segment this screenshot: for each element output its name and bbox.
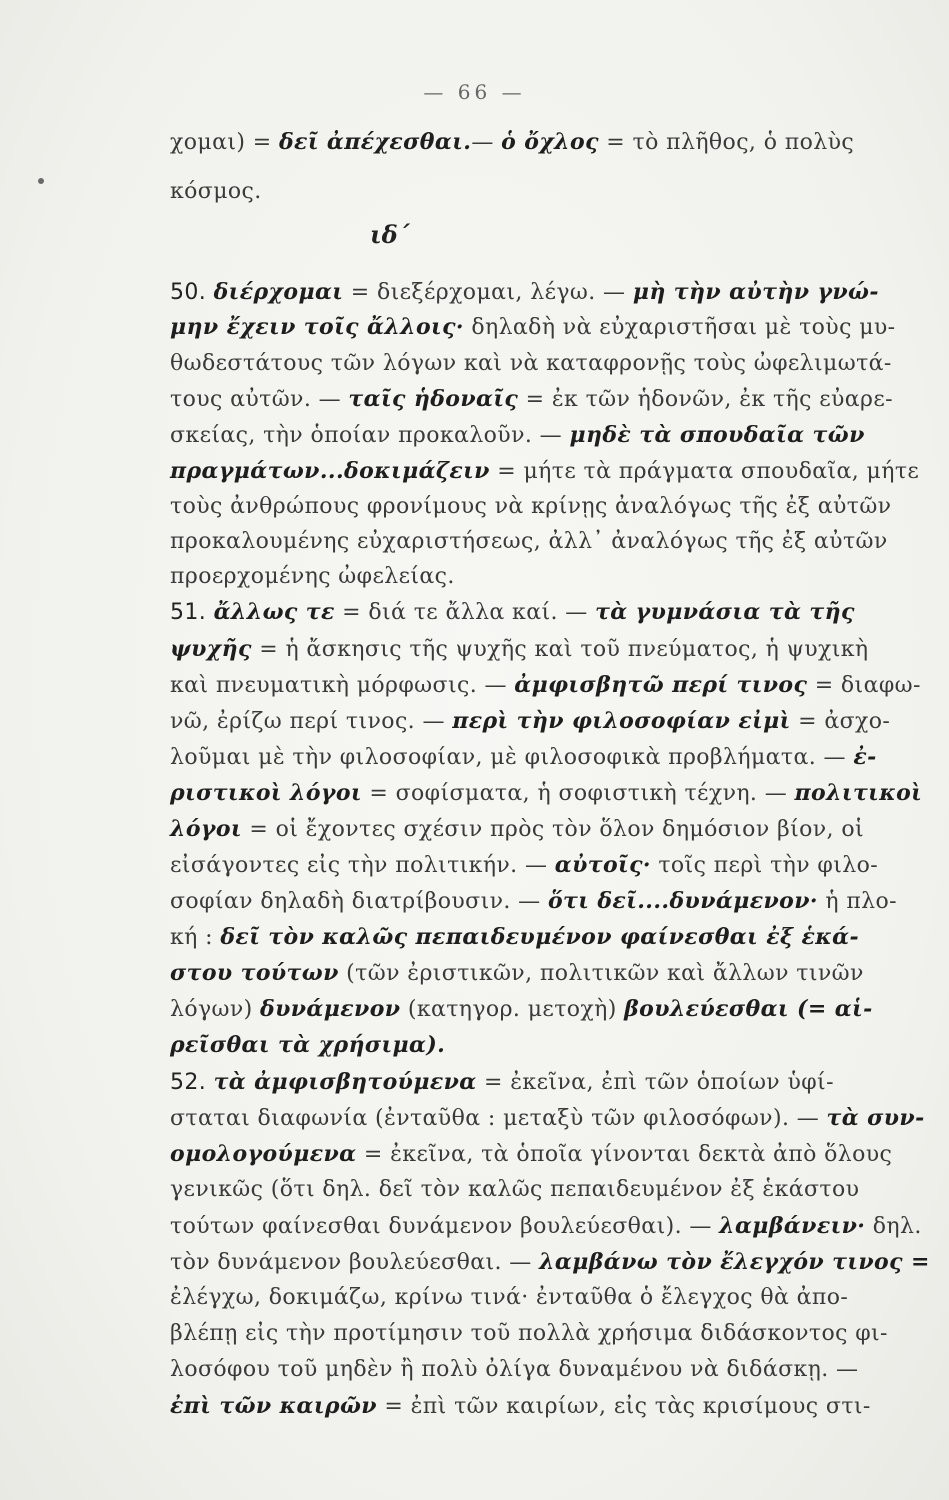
text-line: πραγμάτων...δοκιμάζειν = μήτε τὰ πράγματα σπουδαῖα, μήτε — [170, 458, 920, 484]
text-line: γενικῶς (ὅτι δηλ. δεῖ τὸν καλῶς πεπαιδευμένον ἐξ ἑκάστου — [170, 1177, 860, 1202]
text-line: τούτων φαίνεσθαι δυνάμενον βουλεύεσθαι). — λαμβάνειν· δηλ. — [170, 1213, 922, 1239]
text-line: σταται διαφωνία (ἐνταῦθα : μεταξὺ τῶν φιλοσόφων). — τὰ συν- — [170, 1105, 925, 1131]
text-line: 51. ἄλλως τε = διά τε ἄλλα καί. — τὰ γυμνάσια τὰ τῆς — [170, 599, 855, 625]
text-line: ομολογούμενα = ἐκεῖνα, τὰ ὁποῖα γίνονται δεκτὰ ἀπὸ ὅλους — [170, 1141, 893, 1167]
page-number: — 66 — — [423, 80, 526, 104]
text-line: χομαι) = δεῖ ἀπέχεσθαι.— ὁ ὄχλος = τὸ πλῆθος, ὁ πολὺς — [170, 129, 855, 155]
text-line: στου τούτων (τῶν ἐριστικῶν, πολιτικῶν καὶ ἄλλων τινῶν — [170, 960, 864, 986]
text-line: εἰσάγοντες εἰς τὴν πολιτικήν. — αὐτοῖς· τοῖς περὶ τὴν φιλο- — [170, 852, 879, 878]
text-line: βλέπῃ εἰς τὴν προτίμησιν τοῦ πολλὰ χρήσιμα διδάσκοντος φι- — [170, 1321, 888, 1346]
text-line: ἐλέγχω, δοκιμάζω, κρίνω τινά· ἐνταῦθα ὁ ἔλεγχος θὰ ἀπο- — [170, 1285, 849, 1310]
text-line: λοῦμαι μὲ τὴν φιλοσοφίαν, μὲ φιλοσοφικὰ προβλήματα. — ἐ- — [170, 744, 877, 770]
text-line: καὶ πνευματικὴ μόρφωσις. — ἀμφισβητῶ περί τινος = διαφω- — [170, 672, 921, 698]
text-line: λόγων) δυνάμενον (κατηγορ. μετοχὴ) βουλεύεσθαι (= αἱ- — [170, 996, 873, 1022]
text-line: ρεῖσθαι τὰ χρήσιμα). — [170, 1032, 446, 1058]
bullet-dot — [38, 178, 44, 184]
section-heading: ιδ΄ — [370, 220, 410, 249]
text-line: ἐπὶ τῶν καιρῶν = ἐπὶ τῶν καιρίων, εἰς τὰς κρισίμους στι- — [170, 1393, 871, 1419]
text-line: προερχομένης ὠφελείας. — [170, 564, 455, 589]
text-line: λοσόφου τοῦ μηδὲν ἢ πολὺ ὀλίγα δυναμένου νὰ διδάσκῃ. — — [170, 1357, 859, 1382]
text-line: τοὺς ἀνθρώπους φρονίμους νὰ κρίνῃς ἀναλόγως τῆς ἐξ αὐτῶν — [170, 494, 892, 519]
text-line: τὸν δυνάμενον βουλεύεσθαι. — λαμβάνω τὸν ἔλεγχόν τινος = — [170, 1249, 930, 1275]
text-line: 52. τὰ ἀμφισβητούμενα = ἐκεῖνα, ἐπὶ τῶν ὁποίων ὑφί- — [170, 1069, 834, 1095]
text-line: μην ἔχειν τοῖς ἄλλοις· δηλαδὴ νὰ εὐχαριστῆσαι μὲ τοὺς μυ- — [170, 314, 896, 340]
text-line: ψυχῆς = ἡ ἄσκησις τῆς ψυχῆς καὶ τοῦ πνεύματος, ἡ ψυχικὴ — [170, 636, 869, 662]
text-line: σοφίαν δηλαδὴ διατρίβουσιν. — ὅτι δεῖ....δυνάμενον· ἡ πλο- — [170, 888, 898, 914]
text-line: νῶ, ἐρίζω περί τινος. — περὶ τὴν φιλοσοφίαν εἰμὶ = ἀσχο- — [170, 708, 891, 734]
text-line: κόσμος. — [170, 179, 262, 204]
text-line: λόγοι = οἱ ἔχοντες σχέσιν πρὸς τὸν ὅλον δημόσιον βίον, οἱ — [170, 816, 865, 842]
text-line: τους αὐτῶν. — ταῖς ἡδοναῖς = ἐκ τῶν ἡδονῶν, ἐκ τῆς εὐαρε- — [170, 386, 894, 412]
text-line: θωδεστάτους τῶν λόγων καὶ νὰ καταφρονῇς τοὺς ὠφελιμωτά- — [170, 351, 892, 376]
text-line: ριστικοὶ λόγοι = σοφίσματα, ἡ σοφιστικὴ τέχνη. — πολιτικοὶ — [170, 780, 923, 806]
text-line: 50. διέρχομαι = διεξέρχομαι, λέγω. — μὴ τὴν αὐτὴν γνώ- — [170, 279, 879, 305]
text-line: σκείας, τὴν ὁποίαν προκαλοῦν. — μηδὲ τὰ σπουδαῖα τῶν — [170, 422, 865, 448]
text-line: κή : δεῖ τὸν καλῶς πεπαιδευμένον φαίνεσθαι ἐξ ἑκά- — [170, 924, 859, 950]
text-line: προκαλουμένης εὐχαριστήσεως, ἀλλ᾿ ἀναλόγως τῆς ἐξ αὐτῶν — [170, 529, 888, 554]
